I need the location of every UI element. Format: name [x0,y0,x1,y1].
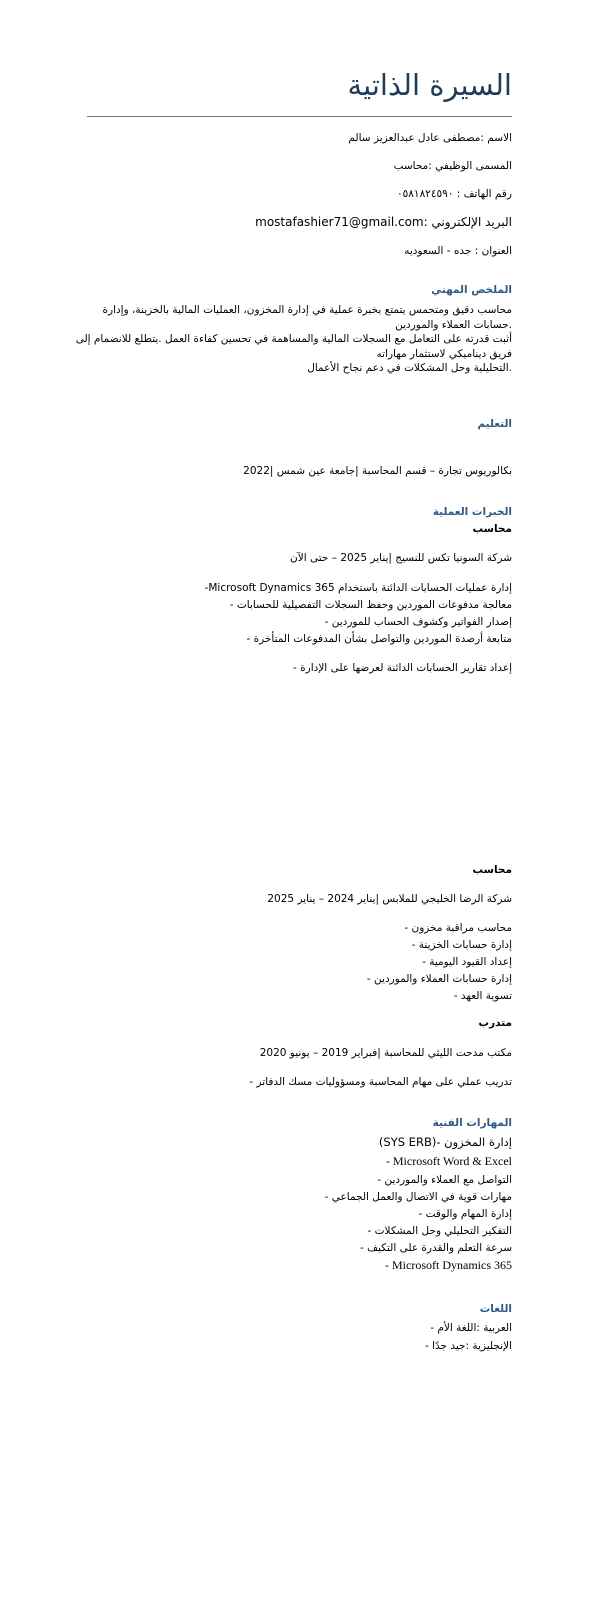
job-duty: إدارة حسابات الخزينة - [411,939,512,951]
page-title: السيرة الذاتية [347,68,512,102]
title-divider [87,116,512,117]
skill-item: - Microsoft Word & Excel [385,1154,512,1168]
job-duty: تدريب عملي على مهام المحاسبة ومسؤوليات مسك الدفاتر - [249,1076,512,1088]
job-duty: متابعة أرصدة الموردين والتواصل بشأن المدفوعات المتأخرة - [246,633,512,645]
summary-line: أثبت قدرته على التعامل مع السجلات المالية والمساهمة في تحسين كفاءة العمل .يتطلع للانضمام إلى [75,333,512,345]
job-duty: إدارة حسابات العملاء والموردين - [366,973,512,985]
job-duty: إصدار الفواتير وكشوف الحساب للموردين - [324,616,512,628]
education-heading: التعليم [477,418,512,430]
skill-item: سرعة التعلم والقدرة على التكيف - [360,1242,512,1254]
job-duty: معالجة مدفوعات الموردين وحفظ السجلات التفصيلية للحسابات - [229,599,512,611]
job-role: محاسب [472,523,512,535]
skill-item: - Microsoft Dynamics 365 [385,1258,512,1272]
address-line: العنوان : جده - السعوديه [404,245,512,257]
language-item: الإنجليزية :جيد جدًا - [424,1340,512,1352]
experience-heading: الخبرات العملية [432,506,512,518]
summary-paragraph [75,303,512,376]
job-duty: إعداد تقارير الحسابات الدائنة لعرضها على الإدارة - [293,662,512,674]
job-company: شركة الرضا الخليجي للملابس |يناير 2024 – يناير 2025 [267,893,512,905]
skill-item: التفكير التحليلي وحل المشكلات - [367,1225,512,1237]
job-duty: إعداد القيود اليومية - [422,956,512,968]
email-line: البريد الإلكتروني :mostafashier71@gmail.com [255,215,512,229]
summary-line: .حسابات العملاء والموردين [395,318,512,331]
skill-item: التواصل مع العملاء والموردين - [377,1174,512,1186]
skill-item: إدارة المخزون -(SYS ERB) [378,1135,512,1149]
job-role: محاسب [472,864,512,876]
job-duty: إدارة عمليات الحسابات الدائنة باستخدام Microsoft Dynamics 365- [204,582,512,594]
job-role: متدرب [478,1017,512,1029]
summary-heading: الملخص المهني [431,284,512,296]
job-company: شركة السونيا تكس للنسيج |يناير 2025 – حتى الآن [290,552,512,564]
job-duty: تسوية العهد - [453,990,512,1002]
skills-heading: المهارات الفنية [432,1117,512,1129]
education-degree: بكالوريوس تجارة – قسم المحاسبة |جامعة عين شمس |2022 [243,465,512,477]
job-company: مكتب مدحت الليثي للمحاسبة |فبراير 2019 – يونيو 2020 [259,1047,512,1059]
summary-line: محاسب دقيق ومتحمس يتمتع بخبرة عملية في إدارة المخزون، العمليات المالية بالخزينة، وإدارة [102,304,512,316]
skill-item: مهارات قوية في الاتصال والعمل الجماعي - [324,1191,512,1203]
name-line: الاسم :مصطفى عادل عبدالعزيز سالم [348,132,512,144]
summary-line: فريق ديناميكي لاستثمار مهاراته [376,347,512,360]
languages-heading: اللغات [479,1303,512,1315]
language-item: العربية :اللغة الأم - [430,1322,512,1334]
job-title-line: المسمى الوظيفي :محاسب [393,160,512,172]
phone-line: رقم الهاتف : ٠٥٨١٨٢٤٥٩٠ [397,188,512,200]
summary-line: .التحليلية وحل المشكلات في دعم نجاح الأعمال [307,362,512,374]
skill-item: إدارة المهام والوقت - [418,1208,512,1220]
job-duty: محاسب مراقبة مخزون - [404,922,512,934]
